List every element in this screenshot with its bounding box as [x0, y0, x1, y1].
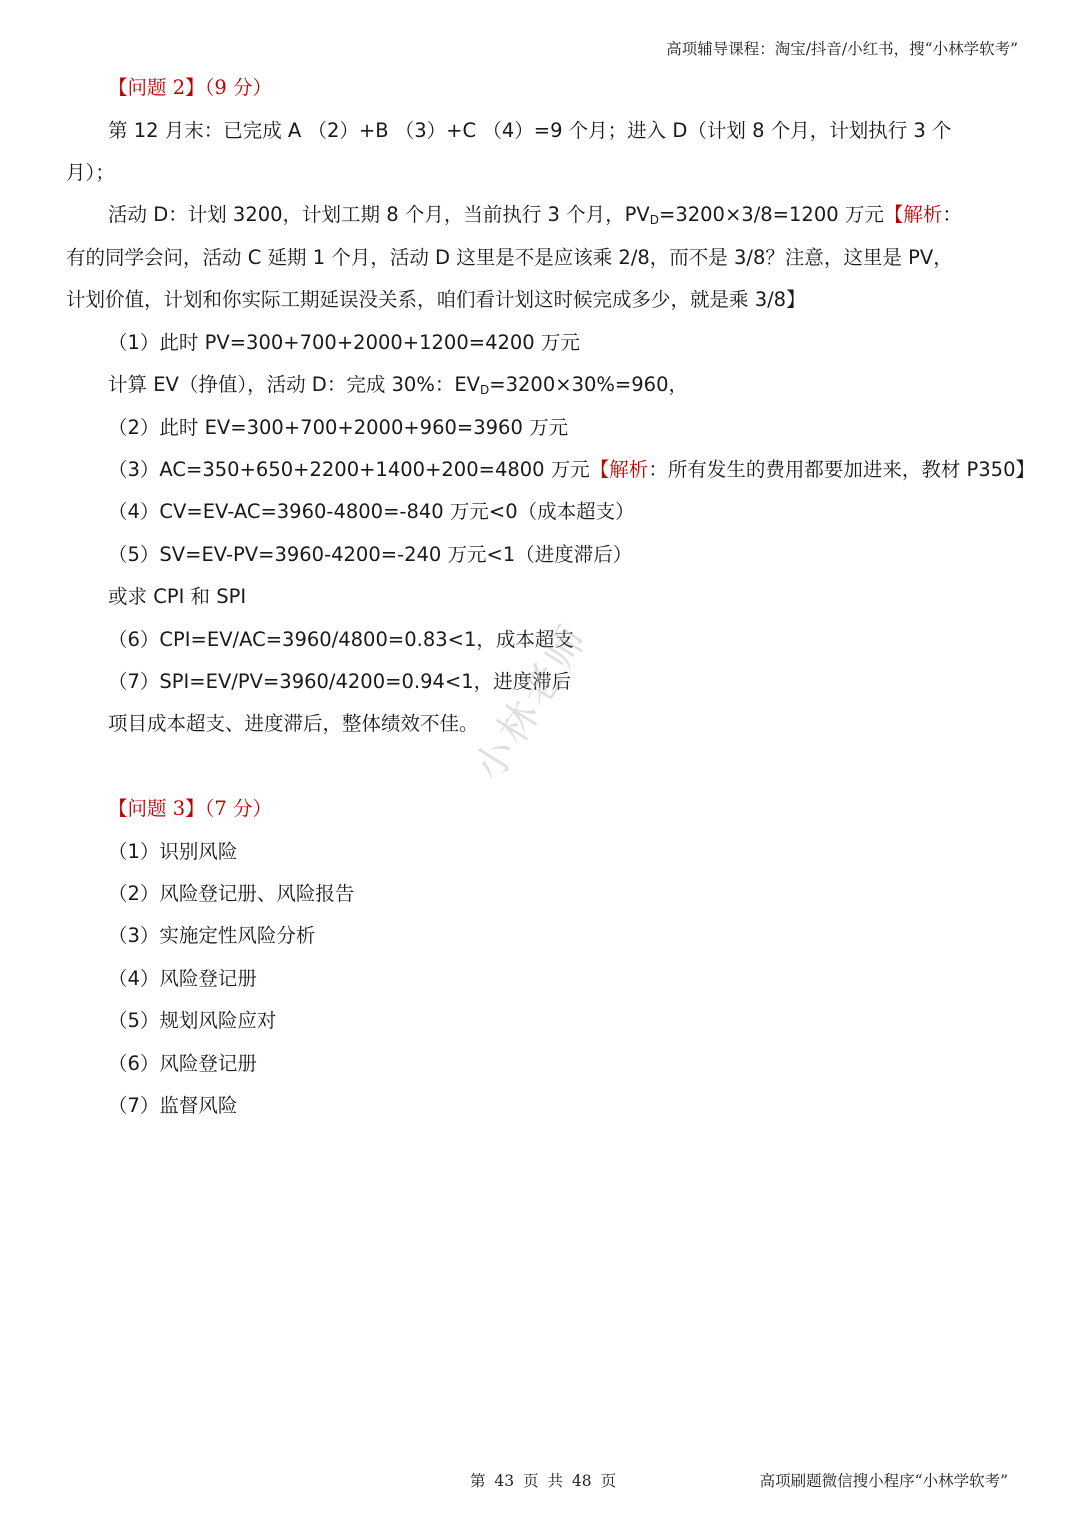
- ac-line-wrap: [108, 456, 1035, 483]
- question-2-score: （9 分）: [204, 76, 272, 99]
- or-line: 或求 CPI 和 SPI: [108, 585, 247, 608]
- ac-line: （3）AC=350+650+2200+1400+200=4800 万元: [108, 458, 590, 481]
- analysis-open: 【解析: [883, 203, 943, 226]
- analysis-colon: ：: [942, 203, 962, 226]
- q3-item-3: （3）实施定性风险分析: [108, 924, 316, 947]
- q2-line-1: 第 12 月末：已完成 A （2）+B （3）+C （4）=9 个月；进入 D（计划 8 个月，计划执行 3 个: [108, 119, 952, 142]
- ac-analysis-rest: ：所有发生的费用都要加进来，教材 P350】: [648, 458, 1035, 481]
- ev-calc-line: [108, 371, 688, 404]
- page-number: 第 43 页 共 48 页: [470, 1472, 617, 1490]
- q3-item-2: （2）风险登记册、风险报告: [108, 882, 355, 905]
- pv-line: （1）此时 PV=300+700+2000+1200=4200 万元: [108, 331, 580, 354]
- activity-d-formula: =3200×3/8=1200 万元: [659, 203, 884, 226]
- ac-analysis-open: 【解析: [589, 458, 649, 481]
- q3-item-1: （1）识别风险: [108, 840, 238, 863]
- ev-calc-subscript: D: [480, 383, 490, 397]
- q3-item-4: （4）风险登记册: [108, 967, 257, 990]
- question-2-title: 【问题 2】: [108, 76, 205, 99]
- question-2-heading: [108, 74, 272, 101]
- q3-item-6: （6）风险登记册: [108, 1052, 257, 1075]
- page-header: 高项辅导课程：淘宝/抖音/小红书，搜“小林学软考”: [666, 40, 1018, 58]
- ev-calc-text: 计算 EV（挣值），活动 D：完成 30%：EV: [108, 373, 481, 396]
- conclusion-line: 项目成本超支、进度滞后，整体绩效不佳。: [108, 712, 479, 735]
- sv-line: （5）SV=EV-PV=3960-4200=-240 万元<1（进度滞后）: [108, 543, 633, 566]
- cpi-line: （6）CPI=EV/AC=3960/4800=0.83<1，成本超支: [108, 628, 574, 651]
- activity-d-subscript: D: [649, 213, 659, 227]
- activity-d-text: 活动 D：计划 3200，计划工期 8 个月，当前执行 3 个月，PV: [108, 203, 650, 226]
- analysis-line-2: 有的同学会问，活动 C 延期 1 个月，活动 D 这里是不是应该乘 2/8，而不是 3/8？注意，这里是 PV，: [66, 246, 953, 269]
- q2-line-2: 月）；: [66, 161, 115, 184]
- analysis-line-3: 计划价值，计划和你实际工期延误没关系，咱们看计划这时候完成多少，就是乘 3/8】: [66, 288, 806, 311]
- question-3-score: （7 分）: [204, 797, 272, 820]
- ev-calc-formula: =3200×30%=960，: [489, 373, 688, 396]
- watermark: 小林老师: [465, 615, 598, 790]
- ev-line: （2）此时 EV=300+700+2000+960=3960 万元: [108, 416, 569, 439]
- question-3-title: 【问题 3】: [108, 797, 205, 820]
- q3-item-5: （5）规划风险应对: [108, 1009, 277, 1032]
- cv-line: （4）CV=EV-AC=3960-4800=-840 万元<0（成本超支）: [108, 500, 635, 523]
- q3-item-7: （7）监督风险: [108, 1094, 238, 1117]
- question-3-heading: [108, 795, 272, 822]
- footer-note: 高项刷题微信搜小程序“小林学软考”: [759, 1472, 1008, 1490]
- activity-d-line: [108, 201, 962, 234]
- spi-line: （7）SPI=EV/PV=3960/4200=0.94<1，进度滞后: [108, 670, 572, 693]
